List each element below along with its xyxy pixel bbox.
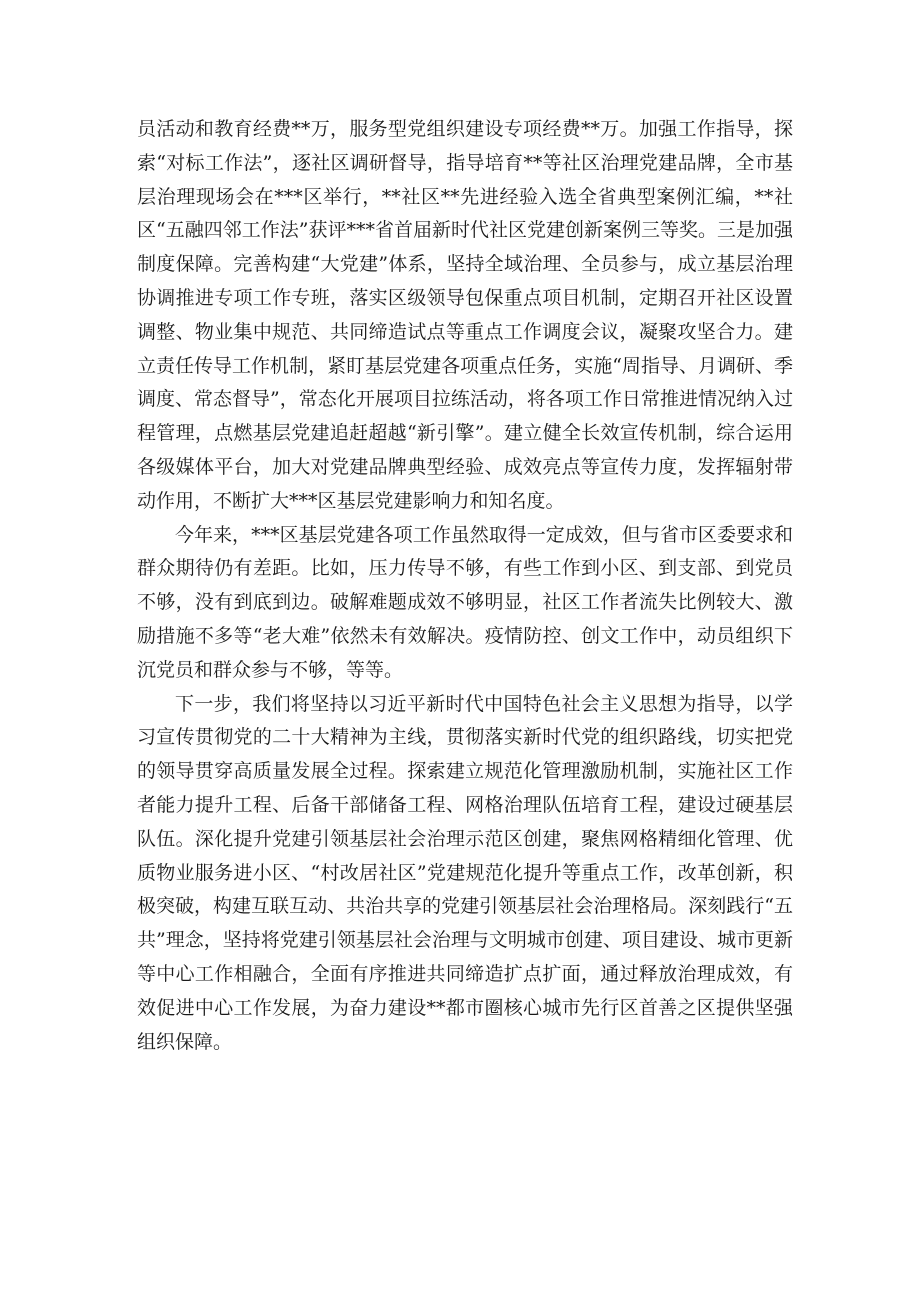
- paragraph-continuation: 员活动和教育经费**万，服务型党组织建设专项经费**万。加强工作指导，探索“对标工作法”，逐社区调研督导，指导培育**等社区治理党建品牌，全市基层治理现场会在***区举行，**社区**先进经验入选全省典型案例汇编，**社区“五融四邻工作法”获评***省首届新时代社区党建创新案例三等奖。三是加强制度保障。完善构建“大党建”体系，坚持全域治理、全员参与，成立基层治理协调推进专项工作专班，落实区级领导包保重点项目机制，定期召开社区设置调整、物业集中规范、共同缔造试点等重点工作调度会议，凝聚攻坚合力。建立责任传导工作机制，紧盯基层党建各项重点任务，实施“周指导、月调研、季调度、常态督导”，常态化开展项目拉练活动，将各项工作日常推进情况纳入过程管理，点燃基层党建追赶超越“新引擎”。建立健全长效宣传机制，综合运用各级媒体平台，加大对党建品牌典型经验、成效亮点等宣传力度，发挥辐射带动作用，不断扩大***区基层党建影响力和知名度。: [137, 118, 793, 512]
- paragraph-next-steps: 下一步，我们将坚持以习近平新时代中国特色社会主义思想为指导，以学习宣传贯彻党的二十大精神为主线，贯彻落实新时代党的组织路线，切实把党的领导贯穿高质量发展全过程。探索建立规范化管理激励机制，实施社区工作者能力提升工程、后备干部储备工程、网格治理队伍培育工程，建设过硬基层队伍。深化提升党建引领基层社会治理示范区创建，聚焦网格精细化管理、优质物业服务进小区、“村改居社区”党建规范化提升等重点工作，改革创新，积极突破，构建互联互动、共治共享的党建引领基层社会治理格局。深刻践行“五共”理念，坚持将党建引领基层社会治理与文明城市创建、项目建设、城市更新等中心工作相融合，全面有序推进共同缔造扩点扩面，通过释放治理成效，有效促进中心工作发展，为奋力建设**都市圈核心城市先行区首善之区提供坚强组织保障。: [137, 692, 793, 1053]
- paragraph-shortcomings: 今年来，***区基层党建各项工作虽然取得一定成效，但与省市区委要求和群众期待仍有差距。比如，压力传导不够，有些工作到小区、到支部、到党员不够，没有到底到边。破解难题成效不够明显，社区工作者流失比例较大、激励措施不多等“老大难”依然未有效解决。疫情防控、创文工作中，动员组织下沉党员和群众参与不够，等等。: [137, 523, 793, 681]
- document-body: [137, 113, 793, 1059]
